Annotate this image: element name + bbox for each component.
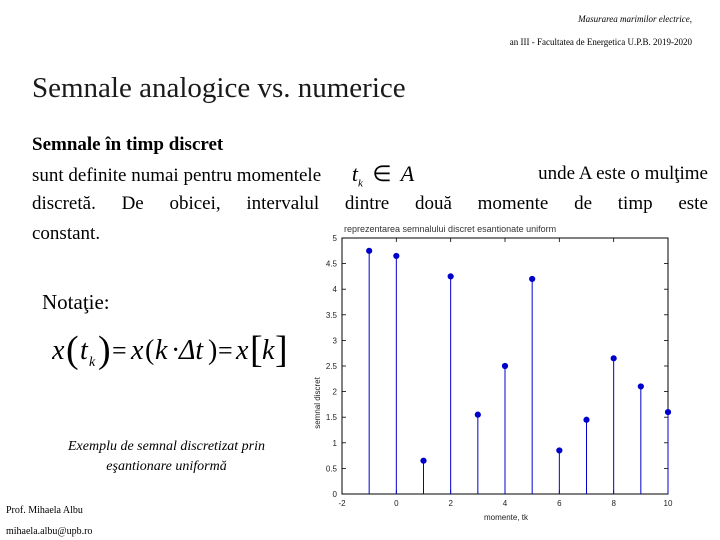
y-tick-label: 3 bbox=[332, 336, 337, 346]
author-name: Prof. Mihaela Albu bbox=[6, 505, 83, 516]
stem-chart bbox=[288, 218, 688, 530]
author-email: mihaela.albu@upb.ro bbox=[6, 526, 93, 537]
x-tick-label: 2 bbox=[448, 499, 453, 508]
word: obicei, bbox=[169, 193, 221, 214]
x-tick-label: 0 bbox=[394, 499, 399, 508]
chart-caption bbox=[44, 437, 289, 477]
word: este bbox=[678, 193, 708, 214]
y-tick-label: 4.5 bbox=[325, 259, 337, 269]
math-k: k bbox=[358, 177, 363, 190]
stem-marker bbox=[530, 276, 535, 281]
stem-marker bbox=[502, 363, 507, 368]
x-tick-label: 10 bbox=[663, 499, 673, 508]
formula-x3: x bbox=[236, 335, 249, 366]
math-t: t bbox=[351, 161, 359, 186]
formula-bracket-open: [ bbox=[250, 329, 263, 371]
formula-eq1: = bbox=[112, 336, 127, 365]
inline-math-tk bbox=[352, 162, 414, 195]
formula-t: t bbox=[80, 335, 88, 366]
word: momente bbox=[477, 193, 549, 214]
course-header-title: Masurarea marimilor electrice, bbox=[578, 14, 692, 24]
y-axis-label: semnal discret bbox=[313, 377, 322, 429]
x-tick-label: -2 bbox=[338, 499, 346, 508]
formula-eq2: = bbox=[218, 336, 233, 365]
stem-marker bbox=[421, 458, 426, 463]
x-tick-label: 6 bbox=[557, 499, 562, 508]
formula-x2: x bbox=[131, 335, 144, 366]
y-tick-label: 2 bbox=[332, 387, 337, 397]
formula-paren-close-1: ) bbox=[98, 329, 111, 371]
word: de bbox=[574, 193, 593, 214]
notation-label: Notaţie: bbox=[42, 290, 110, 314]
word: De bbox=[121, 193, 144, 214]
x-axis-label: momente, tk bbox=[483, 513, 529, 522]
formula-paren-open-2: ( bbox=[145, 335, 155, 366]
caption-line-1: Exemplu de semnal discretizat prin bbox=[67, 439, 265, 454]
stem-marker bbox=[448, 274, 453, 279]
y-tick-label: 0.5 bbox=[325, 464, 337, 474]
stem-marker bbox=[557, 448, 562, 453]
x-tick-label: 8 bbox=[611, 499, 616, 508]
caption-line-2: eşantionare uniformă bbox=[106, 459, 227, 474]
y-tick-label: 5 bbox=[332, 234, 337, 243]
slide-title: Semnale analogice vs. numerice bbox=[32, 72, 406, 104]
stem-marker bbox=[611, 356, 616, 361]
word: intervalul bbox=[246, 193, 320, 214]
word: dintre bbox=[344, 193, 390, 214]
stem-marker bbox=[475, 412, 480, 417]
x-tick-label: 4 bbox=[502, 499, 508, 508]
stem-marker bbox=[638, 384, 643, 389]
chart-title: reprezentarea semnalului discret esantionate uniform bbox=[344, 224, 557, 234]
stem-marker bbox=[584, 417, 589, 422]
word: două bbox=[414, 193, 452, 214]
y-tick-label: 3.5 bbox=[325, 310, 337, 320]
formula-paren-open-1: ( bbox=[66, 329, 79, 371]
math-A: A bbox=[400, 161, 415, 186]
formula-paren-close-2: ) bbox=[208, 335, 218, 366]
stem-marker bbox=[665, 409, 670, 414]
body-line-2 bbox=[32, 192, 708, 216]
course-header-subtitle: an III - Facultatea de Energetica U.P.B. 2019-2020 bbox=[509, 37, 692, 47]
stem-marker bbox=[367, 248, 372, 253]
formula-x1: x bbox=[52, 335, 65, 366]
formula-k3: k bbox=[262, 335, 275, 366]
formula-k2: k bbox=[155, 335, 168, 366]
formula-k: k bbox=[89, 355, 96, 370]
body-line-1-pre: sunt definite numai pentru momentele bbox=[32, 165, 322, 186]
body-line-1-post: unde A este o mulţime bbox=[538, 163, 708, 184]
notation-formula bbox=[52, 326, 292, 376]
slide-subtitle: Semnale în timp discret bbox=[32, 134, 224, 155]
formula-bracket-close: ] bbox=[275, 329, 288, 371]
body-line-1 bbox=[32, 162, 708, 195]
word: timp bbox=[617, 193, 653, 214]
body-line-3: constant. bbox=[32, 223, 101, 244]
y-tick-label: 0 bbox=[332, 490, 337, 499]
y-tick-label: 1 bbox=[332, 438, 337, 448]
formula-dot: · bbox=[171, 335, 181, 366]
formula-dt: Δt bbox=[179, 335, 204, 366]
y-tick-label: 4 bbox=[332, 285, 337, 295]
y-tick-label: 1.5 bbox=[325, 413, 337, 423]
stem-marker bbox=[394, 253, 399, 258]
word: discretă. bbox=[32, 193, 96, 214]
math-in: ∈ bbox=[372, 161, 392, 186]
y-tick-label: 2.5 bbox=[325, 362, 337, 371]
